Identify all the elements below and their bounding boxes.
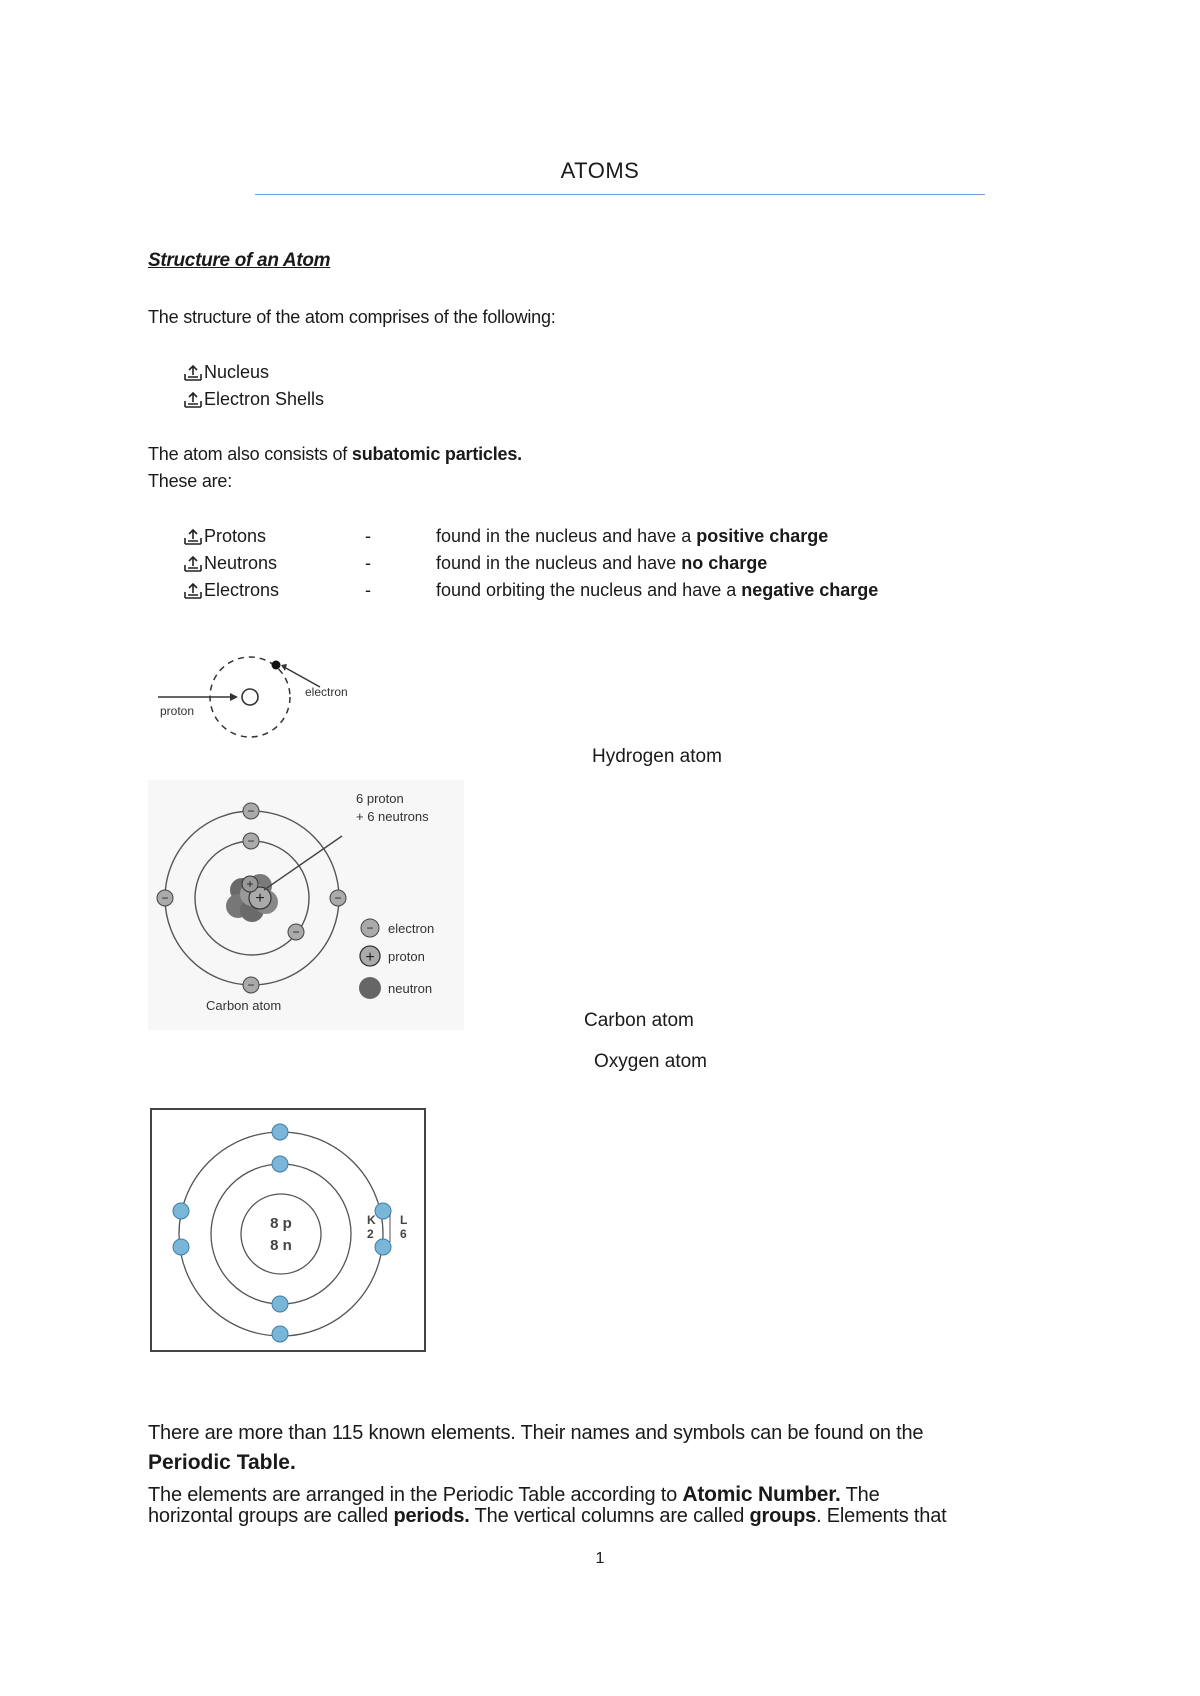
svg-text:+: +: [255, 890, 265, 907]
proton-count: 8 p: [270, 1215, 292, 1232]
elements-paragraph-3: [148, 1505, 1068, 1528]
carbon-atom-diagram: [148, 780, 464, 1030]
particle-row: [183, 526, 1083, 550]
particle-row: [183, 580, 1083, 604]
periods-label: periods.: [393, 1505, 470, 1527]
structure-item-label: Electron Shells: [204, 389, 325, 409]
atomic-number-label: Atomic Number.: [682, 1483, 841, 1506]
elements-text: horizontal groups are called: [148, 1505, 394, 1527]
dash-separator: -: [365, 580, 371, 600]
hydrogen-atom-diagram: [150, 645, 370, 745]
title-rule: [255, 194, 985, 195]
bullet-icon: [183, 363, 203, 383]
elements-paragraph-1: [148, 1422, 1068, 1445]
nucleus-label: + 6 neutrons: [356, 809, 429, 824]
dash-separator: -: [365, 526, 371, 546]
svg-text:−: −: [292, 925, 300, 939]
neutron-count: 8 n: [270, 1237, 292, 1254]
legend: [359, 919, 434, 999]
groups-label: groups: [749, 1505, 817, 1527]
elements-text: . Elements that: [816, 1505, 947, 1527]
subatomic-intro-bold: subatomic particles.: [351, 444, 522, 464]
svg-text:−: −: [247, 978, 255, 992]
description-text: found in the nucleus and have: [436, 553, 682, 573]
bullet-icon: [183, 390, 203, 410]
structure-item-label: Nucleus: [204, 362, 270, 382]
oxygen-atom-diagram: [150, 1108, 426, 1352]
legend-proton-label: proton: [388, 949, 425, 964]
svg-text:−: −: [247, 834, 255, 848]
list-item: [183, 362, 269, 383]
description-text: found orbiting the nucleus and have a: [436, 580, 742, 600]
elements-text: There are more than: [148, 1422, 332, 1444]
bullet-icon: [183, 554, 203, 574]
svg-text:−: −: [334, 891, 342, 905]
intro-text: The structure of the atom comprises of the following:: [148, 307, 556, 327]
section-heading: Structure of an Atom: [148, 250, 331, 271]
particle-name: [183, 553, 277, 574]
carbon-inner-caption: Carbon atom: [206, 998, 282, 1013]
particle-name: [183, 526, 266, 547]
subatomic-intro: [148, 444, 522, 465]
svg-text:−: −: [161, 891, 169, 905]
particle-name: [183, 580, 279, 601]
elements-text: The vertical columns are called: [469, 1505, 750, 1527]
elements-text: The: [840, 1484, 880, 1506]
shell-k-label: K: [367, 1213, 376, 1227]
periodic-table-label: Periodic Table.: [148, 1451, 296, 1474]
legend-electron-label: electron: [388, 921, 435, 936]
oxygen-caption: Oxygen atom: [594, 1051, 707, 1072]
bullet-icon: [183, 527, 203, 547]
description-bold: no charge: [681, 553, 768, 573]
svg-text:+: +: [365, 949, 375, 966]
elements-paragraph-2: [148, 1483, 1068, 1507]
electron-arrow: [284, 667, 320, 687]
arrow-head: [230, 693, 238, 701]
shell-k-count: 2: [367, 1227, 374, 1241]
particle-description: [436, 553, 767, 574]
nucleus-label: 6 proton: [356, 791, 404, 806]
electron-label: electron: [305, 685, 348, 699]
subatomic-intro-text: The atom also consists of: [148, 444, 352, 464]
description-bold: positive charge: [696, 526, 829, 546]
elements-text: known elements. Their names and symbols can be found on the: [363, 1422, 924, 1444]
svg-text:−: −: [247, 804, 255, 818]
shell-l-count: 6: [400, 1227, 407, 1241]
hydrogen-caption: Hydrogen atom: [592, 746, 722, 767]
bullet-icon: [183, 581, 203, 601]
elements-text: The elements are arranged in the Periodic Table according to: [148, 1484, 683, 1506]
dash-separator: -: [365, 553, 371, 573]
carbon-caption: Carbon atom: [584, 1010, 694, 1031]
legend-neutron-label: neutron: [388, 981, 433, 996]
description-bold: negative charge: [741, 580, 879, 600]
shell-l-label: L: [400, 1213, 408, 1227]
particle-description: [436, 526, 828, 547]
elements-count: 115: [331, 1422, 364, 1444]
nucleus: [242, 689, 258, 705]
particle-row: [183, 553, 1083, 577]
proton-label: proton: [160, 704, 195, 718]
page-number: 1: [595, 1550, 605, 1567]
list-item: [183, 389, 324, 410]
legend-neutron-swatch: [359, 977, 381, 999]
svg-text:−: −: [366, 921, 374, 935]
svg-text:+: +: [246, 877, 254, 891]
particle-name-label: Electrons: [204, 580, 280, 600]
particle-description: [436, 580, 878, 601]
these-are-text: These are:: [148, 471, 233, 491]
page-title: ATOMS: [560, 158, 640, 183]
electron: [272, 661, 281, 670]
particle-name-label: Neutrons: [204, 553, 278, 573]
particle-name-label: Protons: [204, 526, 267, 546]
description-text: found in the nucleus and have a: [436, 526, 697, 546]
